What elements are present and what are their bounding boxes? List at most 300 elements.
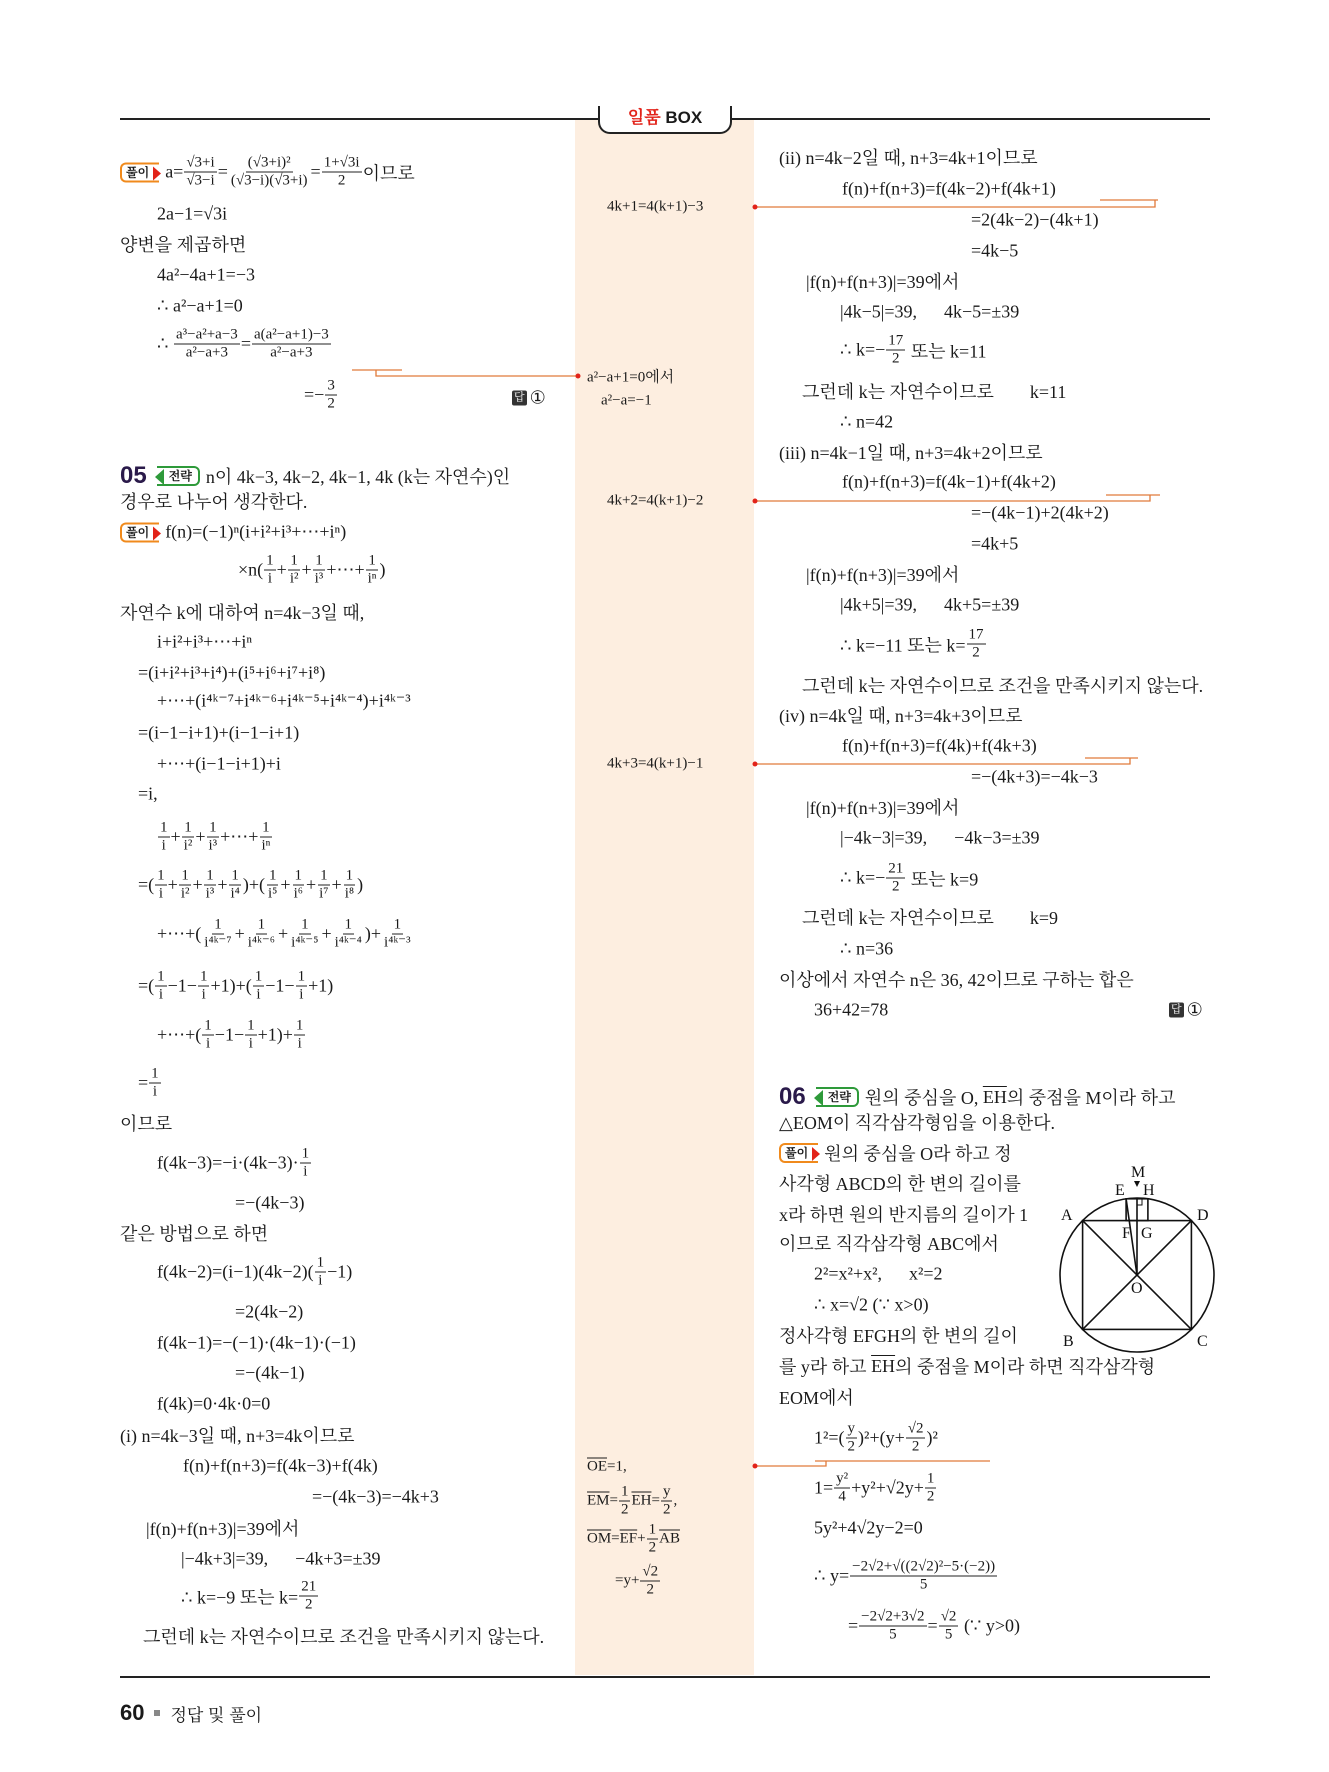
text-segment: f(n)+f(n+3)=f(4k)+f(4k+3) [842,735,1037,756]
text-segment: =( [138,874,155,895]
label-g: G [1141,1225,1153,1242]
right-line [840,939,893,960]
denominator: i [318,1272,323,1289]
numerator: 1 [184,819,192,836]
text-segment: 4a²−4a+1=−3 [157,264,255,285]
text-segment: 이므로 [362,163,415,183]
text-segment: |f(n)+f(n+3)|=39에서 [146,1519,300,1539]
fraction [886,861,905,896]
text-segment: +1) [308,975,334,996]
text-segment: 2²=x²+x², x²=2 [814,1263,943,1284]
right-line [814,1264,943,1285]
text-segment: + [321,923,332,944]
denominator: 2 [662,1501,671,1518]
connector-line [754,758,1130,764]
denominator: i [201,986,206,1003]
fraction [325,378,337,413]
right-line [814,1471,937,1506]
right-line [779,1109,1055,1135]
fraction [266,868,279,903]
text-segment: = [651,1492,660,1509]
numerator: 1 [620,1483,629,1500]
left-line [157,691,411,712]
left-line [157,820,273,855]
right-line [802,904,1058,930]
denominator: 4 [838,1488,846,1505]
text-segment: = [217,161,228,182]
numerator: 21 [301,1578,317,1595]
left-line [157,327,332,362]
text-segment: (iv) n=4k일 때, n+3=4k+3이므로 [779,706,1023,726]
label-d: D [1197,1207,1209,1224]
text-segment: =y+ [615,1572,640,1589]
fraction [322,155,362,190]
text-segment: f(n)+f(n+3)=f(4k−3)+f(4k) [183,1455,378,1476]
text-segment: |f(n)+f(n+3)|=39에서 [806,565,960,585]
fraction [313,553,326,588]
connector-line [376,370,578,376]
fraction [252,327,331,362]
text-segment: f(4k−3)=−i·(4k−3)· [157,1152,299,1173]
text-segment: )+ [364,923,382,944]
fraction [661,1484,673,1519]
denominator: 2 [972,644,980,661]
answer-choice: ① [1186,999,1203,1020]
text-segment: ∴ n=36 [840,938,894,959]
text-segment: 같은 방법으로 하면 [120,1224,269,1244]
text-segment: 원의 중심을 O, [864,1088,983,1108]
numerator: a(a²−a+1)−3 [253,326,329,343]
left-line [120,1220,268,1246]
right-line [840,627,987,662]
numerator: 1 [368,552,376,569]
left-line [157,1394,270,1415]
text-segment: + [637,1530,646,1547]
text-segment: (∵ y>0) [959,1615,1021,1636]
denominator: i [297,1035,302,1052]
numerator: 1 [294,867,303,884]
fraction [202,917,233,952]
left-line [143,1623,544,1649]
text-segment: a²−a=−1 [601,392,652,409]
fraction [300,1146,312,1181]
text-segment: + [301,559,312,580]
page-number: 60 [120,1700,145,1725]
denominator: i⁴ᵏ⁻⁵ [291,934,319,951]
text-segment: 사각형 ABCD의 한 변의 길이를 [779,1174,1021,1194]
fraction [834,1471,850,1506]
text-segment: a= [165,161,184,182]
mid-line [615,1564,661,1599]
left-line [235,1193,304,1214]
left-line [120,231,246,257]
text-segment: |4k+5|=39, 4k+5=±39 [840,594,1020,615]
text-segment: + [305,874,317,895]
numerator: −2√2+3√2 [861,1608,925,1625]
text-segment: +⋯+ [220,826,259,847]
fraction [174,327,240,362]
text-segment: 1²=( [814,1427,845,1448]
text-segment: 자연수 k에 대하여 n=4k−3일 때, [120,603,365,623]
fraction [259,820,272,855]
text-segment: 이므로 직각삼각형 ABC에서 [779,1234,999,1254]
text-segment: =4k+5 [971,533,1019,554]
page-footer [120,1700,262,1726]
text-segment: ) [357,874,364,895]
text-segment: |f(n)+f(n+3)|=39에서 [806,798,960,818]
numerator: (√3+i)² [247,154,291,171]
segment-overline: $\overline{EM}$ [587,1492,610,1509]
left-line [304,378,338,413]
text-segment: =−(4k+3)=−4k−3 [971,766,1098,787]
fraction [253,969,265,1004]
denominator: i [299,986,304,1003]
text-segment: |4k−5|=39, 4k−5=±39 [840,301,1020,322]
segment-overline: $\overline{EH}$ [631,1492,652,1509]
denominator: i⁴ [230,885,240,902]
text-segment: ∴ k=−9 또는 k= [181,1587,299,1607]
numerator: y [847,1420,856,1437]
solution-badge: 풀이 [120,522,159,542]
right-line [840,302,1019,323]
right-line [814,1559,998,1594]
text-segment: ×n( [238,559,264,580]
mid-line [601,393,652,410]
numerator: 17 [888,332,904,349]
text-segment: |f(n)+f(n+3)|=39에서 [806,272,960,292]
text-segment: ) [379,559,386,580]
label-m: M [1131,1164,1146,1181]
text-segment: f(n)+f(n+3)=f(4k−2)+f(4k+1) [842,178,1056,199]
numerator: 1 [157,968,165,985]
text-segment: = [848,1615,859,1636]
text-segment: −1− [214,1024,245,1045]
right-line [842,736,1037,757]
text-segment: (i) n=4k−3일 때, n+3=4k이므로 [120,1426,355,1446]
text-segment: (iii) n=4k−1일 때, n+3=4k+2이므로 [779,443,1043,463]
fraction [925,1471,937,1506]
left-line [120,599,364,625]
numerator: 1 [181,867,189,884]
text-segment: f(4k−1)=−(−1)·(4k−1)·(−1) [157,1332,356,1353]
mid-line [587,366,674,387]
fraction [202,1018,214,1053]
segment-overline: $\overline{AB}$ [659,1530,680,1547]
numerator: y² [836,1470,849,1487]
denominator: i² [180,885,190,902]
arrow-icon [1134,1181,1140,1187]
left-line [157,204,227,225]
right-line [814,1000,888,1021]
text-segment: ∴ k=− [840,339,886,360]
numerator: a³−a²+a−3 [175,326,238,343]
text-segment: + [331,874,342,895]
margin-notes-panel [575,119,754,1675]
text-segment: n이 4k−3, 4k−2, 4k−1, 4k (k는 자연수)인 [205,467,511,487]
text-segment: 원의 중심을 O라 하고 정 [824,1144,1012,1164]
text-segment: =( [138,975,155,996]
denominator: i [248,1035,253,1052]
right-line [779,1384,854,1410]
numerator: √2 [940,1608,957,1625]
numerator: 1 [295,1017,304,1034]
numerator: 1 [199,968,208,985]
numerator: 1 [247,1017,255,1034]
fraction [294,1018,306,1053]
right-line [848,1609,1020,1644]
left-line [157,1255,352,1290]
right-line [971,767,1098,788]
fraction [640,1564,660,1599]
denominator: iⁿ [261,837,271,854]
numerator: 1 [262,819,270,836]
left-line [157,632,252,653]
text-segment: =2(4k−2)−(4k+1) [971,209,1099,230]
denominator: a²−a+3 [270,344,313,361]
text-segment: + [280,874,291,895]
text-segment: ∴ x=√2 (∵ x>0) [814,1294,929,1315]
right-line [971,534,1018,555]
right-line [840,861,978,896]
mid-line [587,1484,677,1519]
answer-mark [512,388,546,409]
text-segment: + [170,826,181,847]
left-line [312,1487,439,1508]
fraction [198,969,210,1004]
denominator: 5 [889,1626,897,1643]
numerator: 1 [926,1470,935,1487]
box-tab-title [598,106,732,134]
text-segment: ∴ k=− [840,867,886,888]
denominator: √3−i [186,172,215,189]
left-line [157,1018,306,1053]
text-segment: 4k+1=4(k+1)−3 [607,198,704,215]
left-line [157,1333,356,1354]
text-segment: =4k−5 [971,240,1019,261]
numerator: 1 [297,968,306,985]
denominator: 2 [847,1438,856,1455]
fraction [245,1018,257,1053]
denominator: (√3−i)(√3+i) [230,172,308,189]
text-segment: −1− [265,975,295,996]
numerator: 1+√3i [323,154,360,171]
text-segment: =(i−1−i+1)+(i−1−i+1) [138,722,300,743]
numerator: 1 [393,916,402,933]
answer-mark [1169,1000,1203,1021]
strategy-badge: 전략 [816,1087,859,1107]
label-h: H [1143,1182,1155,1199]
right-line [840,333,987,368]
denominator: a²−a+3 [185,344,228,361]
left-line [138,784,158,805]
right-line [814,1295,929,1316]
denominator: i⁸ [344,885,355,902]
denominator: i⁴ᵏ⁻⁶ [247,934,276,951]
left-line [235,1302,303,1323]
right-line [806,268,959,294]
fraction [158,820,170,855]
right-line [971,241,1018,262]
text-segment: 4k+2=4(k+1)−2 [607,492,704,509]
text-segment: 1= [814,1477,834,1498]
text-segment: )² [926,1427,938,1448]
fraction [155,969,167,1004]
text-segment: EOM에서 [779,1388,854,1408]
fraction [967,627,986,662]
denominator: i² [183,837,193,854]
denominator: 2 [911,1438,920,1455]
numerator: 1 [345,867,354,884]
right-line [779,966,1134,992]
fraction [149,1066,161,1101]
denominator: i [267,570,272,587]
text-segment: + [195,826,206,847]
fraction [292,868,305,903]
text-segment: 그런데 k는 자연수이므로 k=9 [802,908,1059,928]
text-segment: |−4k+3|=39, −4k+3=±39 [181,1548,381,1569]
segment-overline: $\overline{EF}$ [619,1530,638,1547]
denominator: i⁴ᵏ⁻⁴ [334,934,362,951]
numerator: 1 [151,1065,159,1082]
numerator: 1 [320,867,328,884]
denominator: i⁴ᵏ⁻⁷ [204,934,232,951]
fraction [333,917,364,952]
label-e: E [1115,1182,1125,1199]
label-f: F [1122,1225,1131,1242]
text-segment: , [673,1492,678,1509]
fraction [366,553,379,588]
circle-square-diagram [1042,1140,1232,1360]
numerator: 1 [648,1521,657,1538]
text-segment: a²−a+1=0에서 [587,369,675,386]
numerator: 1 [301,1145,310,1162]
connector-line [754,495,1150,501]
left-line [157,917,414,952]
numerator: √2 [907,1420,924,1437]
numerator: 1 [301,916,309,933]
left-line [138,663,325,684]
numerator: 1 [204,1017,212,1034]
right-line [806,561,959,587]
fraction [264,553,276,588]
right-line [840,595,1019,616]
label-b: B [1063,1333,1074,1350]
text-segment: +⋯+( [157,923,202,944]
text-segment: 경우로 나누어 생각한다. [120,492,308,512]
text-segment: 그런데 k는 자연수이므로 조건을 만족시키지 않는다. [802,676,1204,696]
left-line [181,1549,381,1570]
text-segment: 이므로 [120,1114,173,1134]
mid-line [587,1459,627,1476]
fraction [382,917,413,952]
text-segment: =(i+i²+i³+i⁴)+(i⁵+i⁶+i⁷+i⁸) [138,662,326,683]
right-line [802,672,1203,698]
right-line [779,1201,1028,1227]
right-line [814,1518,923,1539]
fraction [179,868,192,903]
denominator: i⁵ [268,885,278,902]
label-a: A [1061,1207,1073,1224]
text-segment: + [217,874,228,895]
fraction [850,1559,997,1594]
right-line [971,210,1099,231]
fraction [228,868,241,903]
numerator: 1 [315,552,323,569]
text-segment: +⋯+(i⁴ᵏ⁻⁷+i⁴ᵏ⁻⁶+i⁴ᵏ⁻⁵+i⁴ᵏ⁻⁴)+i⁴ᵏ⁻³ [157,690,411,711]
problem-number: 05 [120,462,147,489]
left-line [120,522,346,543]
text-segment: 또는 k=9 [906,869,979,889]
left-line [120,1422,355,1448]
numerator: 1 [266,552,274,569]
text-segment: )+( [242,874,266,895]
denominator: i [152,1083,157,1100]
mid-line [607,756,703,773]
denominator: 5 [919,1576,928,1593]
denominator: 2 [648,1539,657,1556]
right-line [840,412,893,433]
fraction [184,155,216,190]
label-c: C [1197,1333,1208,1350]
left-line [157,265,255,286]
text-segment: 그런데 k는 자연수이므로 k=11 [802,382,1067,402]
left-line [183,1456,378,1477]
text-segment: )²+(y+ [858,1427,905,1448]
text-segment: =−(4k−1) [235,1362,305,1383]
problem-number: 06 [779,1083,806,1110]
denominator: 5 [944,1626,953,1643]
numerator: 1 [290,552,298,569]
fraction [155,868,167,903]
connector-line [754,1461,826,1466]
text-segment: −1− [167,975,197,996]
text-segment: 그런데 k는 자연수이므로 조건을 만족시키지 않는다. [143,1627,545,1647]
segment-overline: $\overline{EH}$ [871,1355,896,1376]
text-segment: = [609,1492,618,1509]
left-line [138,868,363,903]
left-line [120,1110,172,1136]
fraction [647,1522,659,1557]
left-line [138,1066,162,1101]
text-segment: 의 중점을 M이라 하면 직각삼각형 [895,1357,1156,1377]
segment-overline: $\overline{OE}$ [587,1458,607,1475]
text-segment: =i, [138,783,158,804]
text-segment: x라 하면 원의 반지름의 길이가 1 [779,1205,1029,1225]
numerator: 3 [327,377,335,394]
bullet-square-icon [154,1710,160,1716]
right-line [779,144,1038,170]
solution-badge: 풀이 [779,1143,818,1163]
text-segment: = [611,1530,620,1547]
fraction [299,1579,318,1614]
denominator: i [303,1163,308,1180]
denominator: i³ [208,837,218,854]
answer-choice: ① [529,387,546,408]
denominator: 2 [926,1488,935,1505]
numerator: 1 [214,916,222,933]
answer-icon: 답 [1171,1003,1182,1016]
denominator: iⁿ [367,570,377,587]
text-segment: −1) [327,1261,353,1282]
denominator: 2 [646,1581,655,1598]
strategy-badge: 전략 [157,466,200,486]
denominator: 2 [620,1501,629,1518]
text-segment: i+i²+i³+⋯+iⁿ [157,631,253,652]
text-segment: + [192,874,203,895]
left-line [157,296,243,317]
text-segment: =2(4k−2) [235,1301,304,1322]
text-segment: (ii) n=4k−2일 때, n+3=4k+1이므로 [779,148,1038,168]
